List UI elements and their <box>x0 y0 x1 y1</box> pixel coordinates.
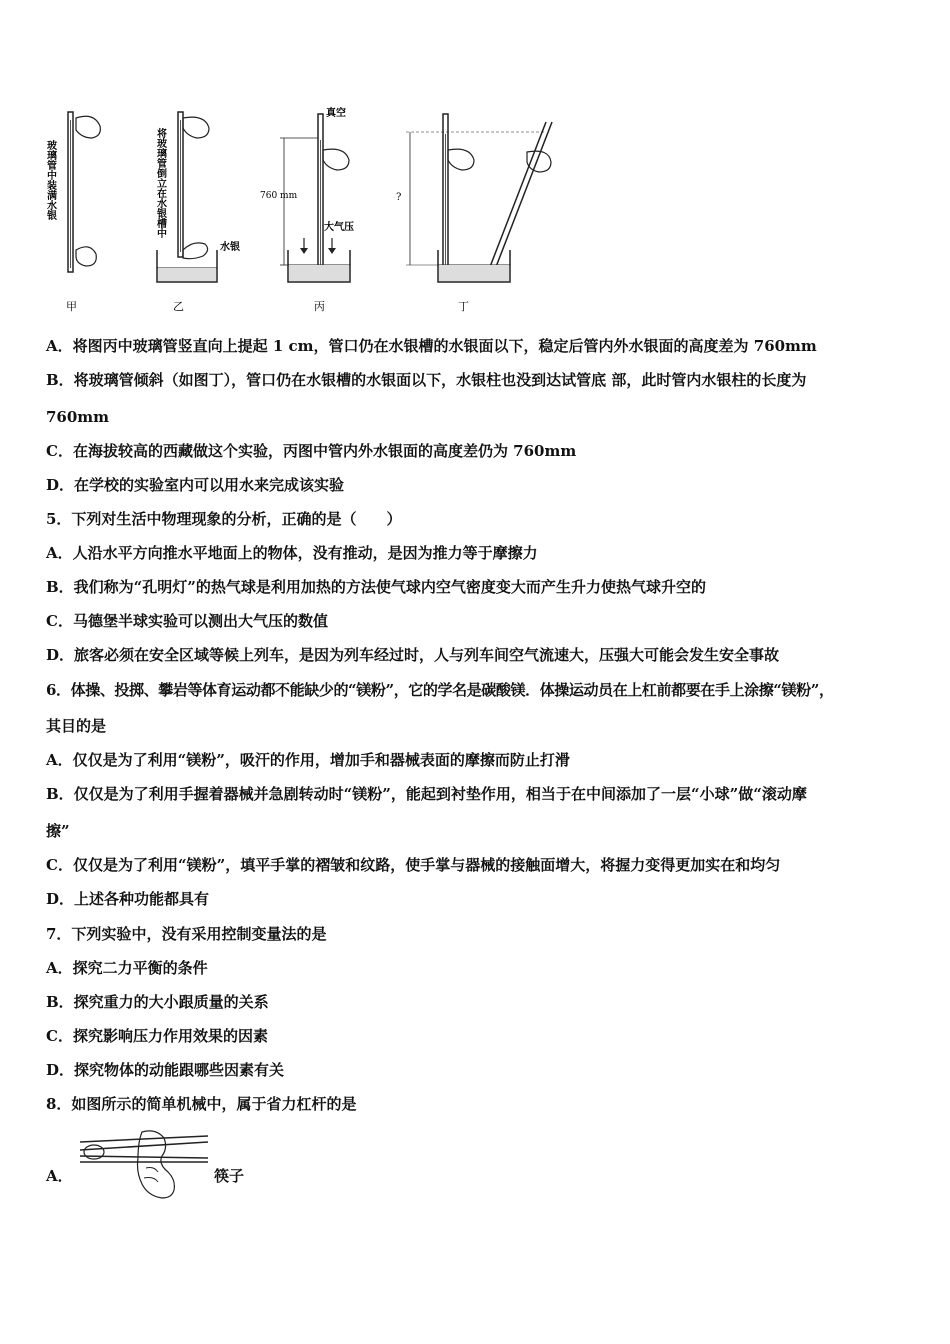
yi-label: 乙 <box>173 300 184 313</box>
q4-option-a: A．将图丙中玻璃管竖直向上提起 1 cm，管口仍在水银槽的水银面以下，稳定后管内外水银面的高度差为 760mm <box>46 337 817 355</box>
q4-option-b: B．将玻璃管倾斜（如图丁），管口仍在水银槽的水银面以下，水银柱也没到达试管底 部，此时管内水银柱的长度为 <box>46 371 807 389</box>
q4-option-b-cont: 760mm <box>46 408 110 426</box>
bing-pressure-label: 大气压 <box>324 222 354 233</box>
q6-stem: 6．体操、投掷、攀岩等体育运动都不能缺少的“镁粉”，它的学名是碳酸镁．体操运动员在上杠前都要在手上涂擦“镁粉”， <box>46 681 834 699</box>
q5-option-a: A．人沿水平方向推水平地面上的物体，没有推动，是因为推力等于摩擦力 <box>46 544 538 562</box>
q5-stem: 5．下列对生活中物理现象的分析，正确的是（ ） <box>46 510 402 528</box>
panel-yi <box>155 112 241 313</box>
q8-stem: 8．如图所示的简单机械中，属于省力杠杆的是 <box>46 1095 357 1113</box>
q7-option-a: A．探究二力平衡的条件 <box>46 959 208 977</box>
jia-vertical-text: 玻璃管中装满水银 <box>44 140 56 220</box>
ding-label: 丁 <box>458 300 469 313</box>
q7-option-c: C．探究影响压力作用效果的因素 <box>46 1027 268 1045</box>
yi-mercury-label: 水银 <box>220 242 240 253</box>
q6-stem-cont: 其目的是 <box>46 717 107 735</box>
q8-option-a-caption: 筷子 <box>214 1167 245 1185</box>
q6-option-b: B．仅仅是为了利用手握着器械并急剧转动时“镁粉”，能起到衬垫作用，相当于在中间添加了一层“小球”做“滚动摩 <box>46 785 807 803</box>
q5-option-c: C．马德堡半球实验可以测出大气压的数值 <box>46 612 328 630</box>
q5-option-d: D．旅客必须在安全区域等候上列车，是因为列车经过时，人与列车间空气流速大，压强大可能会发生安全事故 <box>46 646 780 664</box>
q7-option-b: B．探究重力的大小跟质量的关系 <box>46 993 269 1011</box>
panel-jia <box>45 112 101 313</box>
bing-vacuum-label: 真空 <box>326 108 346 119</box>
q4-option-c: C．在海拔较高的西藏做这个实验，丙图中管内外水银面的高度差仍为 760mm <box>46 442 577 460</box>
q7-option-d: D．探究物体的动能跟哪些因素有关 <box>46 1061 285 1079</box>
ding-question-label: ? <box>396 192 402 203</box>
bing-height-label: 760 mm <box>260 191 298 201</box>
q6-option-c: C．仅仅是为了利用“镁粉”，填平手掌的褶皱和纹路，使手掌与器械的接触面增大，将握力变得更加实在和均匀 <box>46 856 781 874</box>
q6-option-b-cont: 擦” <box>46 822 70 840</box>
torricelli-figure <box>40 100 580 315</box>
yi-vertical-text: 将玻璃管倒立在水银槽中 <box>154 128 166 238</box>
q6-option-a: A．仅仅是为了利用“镁粉”，吸汗的作用，增加手和器械表面的摩擦而防止打滑 <box>46 751 570 769</box>
panel-bing <box>260 106 354 313</box>
q6-option-d: D．上述各种功能都具有 <box>46 890 210 908</box>
jia-label: 甲 <box>66 300 77 313</box>
q5-option-b: B．我们称为“孔明灯”的热气球是利用加热的方法使气球内空气密度变大而产生升力使热气球升空的 <box>46 578 706 596</box>
q8-option-a-letter: A． <box>46 1167 73 1185</box>
bing-label: 丙 <box>314 300 325 313</box>
panel-ding <box>396 114 552 313</box>
q7-stem: 7．下列实验中，没有采用控制变量法的是 <box>46 925 327 943</box>
q4-option-d: D．在学校的实验室内可以用水来完成该实验 <box>46 476 345 494</box>
chopsticks-image <box>72 1128 212 1200</box>
